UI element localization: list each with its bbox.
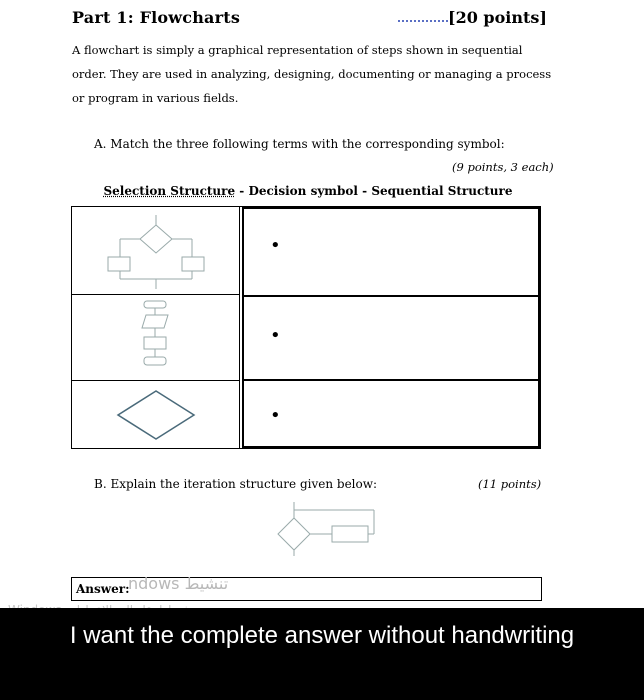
selection-structure-diagram: [72, 207, 240, 295]
page-heading: Part 1: Flowcharts: [72, 8, 241, 27]
term-separator: -: [235, 184, 249, 198]
term-sequential-structure: Sequential Structure: [371, 184, 513, 198]
question-a-label: A. Match the three following terms with the corresponding symbol:: [94, 137, 505, 151]
intro-line-2: order. They are used in analyzing, designing, documenting or managing a process: [72, 67, 552, 81]
decision-symbol-diagram: [72, 381, 240, 448]
matching-table: [71, 206, 541, 449]
term-separator: -: [357, 184, 372, 198]
answer-cell-3[interactable]: [242, 379, 540, 448]
windows-activation-watermark: ndows تنشيط: [128, 574, 229, 593]
answer-cell-1[interactable]: [242, 207, 540, 297]
question-b-points: (11 points): [478, 477, 542, 491]
terms-list: [72, 184, 544, 198]
symbol-cell-decision: [72, 381, 240, 448]
caption-text: I want the complete answer without handwriting: [69, 622, 575, 649]
term-decision-symbol: Decision symbol: [248, 184, 358, 198]
points-underline-mark: [398, 16, 448, 22]
term-selection-structure: Selection Structure: [103, 184, 236, 198]
intro-line-3: or program in various fields.: [72, 91, 239, 105]
sequential-structure-diagram: [72, 295, 240, 381]
answer-bullet: •: [270, 235, 281, 256]
question-a-points: (9 points, 3 each): [452, 160, 554, 174]
answer-bullet: •: [270, 325, 281, 346]
answer-label: Answer:: [76, 582, 130, 596]
iteration-structure-diagram: [262, 500, 382, 558]
symbol-cell-sequential: [72, 295, 240, 381]
question-b-label: B. Explain the iteration structure given below:: [94, 477, 378, 491]
intro-line-1: A flowchart is simply a graphical representation of steps shown in sequential: [72, 43, 523, 57]
answer-bullet: •: [270, 405, 281, 426]
symbol-cell-selection: [72, 207, 240, 295]
total-points: [20 points]: [448, 8, 547, 27]
answer-cell-2[interactable]: [242, 295, 540, 381]
